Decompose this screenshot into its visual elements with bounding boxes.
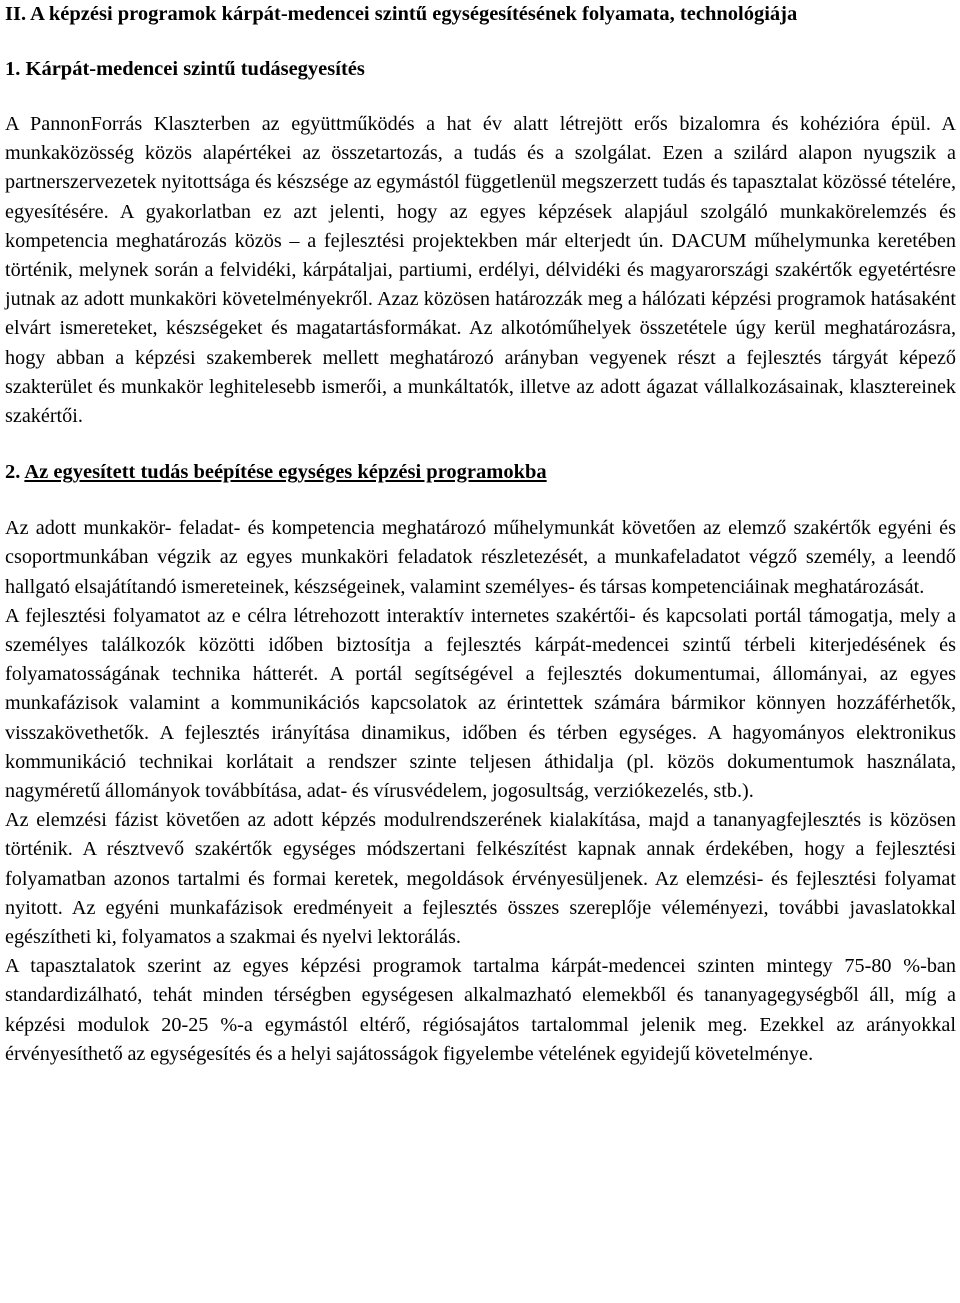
section-2-paragraph-4: A tapasztalatok szerint az egyes képzési programok tartalma kárpát-medencei szinten mintegy 75-80 %-ban standardizálható, tehát minden térségben egységesen alkalmazható elemekből és tananyagegységből áll, míg a képzési modulok 20-25 %-a egymástól eltérő, régiósajátos tartalommal jelenik meg. Ezekkel az arányokkal érvényesíthető az egységesítés és a helyi sajátosságok figyelembe vételének egyidejű követelménye. — [5, 955, 956, 1065]
section-2-body — [5, 514, 956, 1069]
section-1-heading: 1. Kárpát-medencei szintű tudásegyesítés — [5, 58, 365, 80]
section-2-heading-text: Az egyesített tudás beépítése egységes képzési programokba — [24, 461, 547, 484]
section-2-paragraph-2: A fejlesztési folyamatot az e célra létrehozott interaktív internetes szakértői- és kapcsolati portál támogatja, mely a személyes találkozók közötti időben biztosítja a fejlesztés kárpát-medencei szintű térbeli kiterjedésének és folyamatosságának technika hátterét. A portál segítségével a fejlesztés dokumentumai, állományai, az egyes munkafázisok valamint a kommunikációs kapcsolatok az érintettek számára bármikor könnyen hozzáférhetők, visszakövethetők. A fejlesztés irányítása dinamikus, időben és térben egységes. A hagyományos elektronikus kommunikáció technikai korlátait a rendszer szinte teljesen áthidalja (pl. közös dokumentumok használata, nagyméretű állományok továbbítása, adat- és vírusvédelem, jogosultság, verziókezelés, stb.). — [5, 604, 956, 803]
section-1-body — [5, 110, 956, 431]
section-2-paragraph-3: Az elemzési fázist követően az adott képzés modulrendszerének kialakítása, majd a tananyagfejlesztés is közösen történik. A résztvevő szakértők egységes módszertani felkészítést kapnak annak érdekében, hogy a fejlesztési folyamatban azonos tartalmi és formai keretek, megoldások érvényesüljenek. Az elemzési- és fejlesztési folyamat nyitott. Az egyéni munkafázisok eredményeit a fejlesztés összes szereplője véleményezi, további javaslatokkal egészítheti ki, folyamatos a szakmai és nyelvi lektorálás. — [5, 809, 956, 949]
section-2-paragraph-1: Az adott munkakör- feladat- és kompetencia meghatározó műhelymunkát követően az elemző szakértők egyéni és csoportmunkában végzik az egyes munkaköri feladatok részletezését, a munkafeladatot végző személy, a leendő hallgató elsajátítandó ismereteinek, készségeinek, valamint személyes- és társas kompetenciáinak meghatározását. — [5, 517, 956, 598]
section-2-heading — [5, 458, 956, 487]
section-2-heading-number: 2. — [5, 461, 21, 484]
document-page — [5, 0, 956, 1069]
section-1-paragraph: A PannonForrás Klaszterben az együttműködés a hat év alatt létrejött erős bizalomra és kohézióra épül. A munkaközösség közös alapértékei az összetartozás, a tudás és a szolgálat. Ezen a szilárd alapon nyugszik a partnerszervezetek nyitottsága és készsége az egymástól függetlenül megszerzett tudás és tapasztalat közössé tételére, egyesítésére. A gyakorlatban ez azt jelenti, hogy az egyes képzések alapjául szolgáló munkakörelemzés és kompetencia meghatározás közös – a fejlesztési projektekben már elterjedt ún. DACUM műhelymunka keretében történik, melynek során a felvidéki, kárpátaljai, partiumi, erdélyi, délvidéki és magyarországi szakértők egyetértésre jutnak az adott munkaköri követelményekről. Azaz közösen határozzák meg a hálózati képzési programok hatásaként elvárt ismereteket, készségeket és magatartásformákat. Az alkotóműhelyek összetétele úgy kerül meghatározásra, hogy abban a képzési szakemberek mellett meghatározó arányban vegyenek részt a fejlesztés tárgyát képező szakterület és munkakör leghitelesebb ismerői, a munkáltatók, illetve az adott ágazat vállalkozásainak, klasztereinek szakértői. — [5, 113, 956, 428]
document-title: II. A képzési programok kárpát-medencei szintű egységesítésének folyamata, technológiája — [5, 3, 798, 25]
